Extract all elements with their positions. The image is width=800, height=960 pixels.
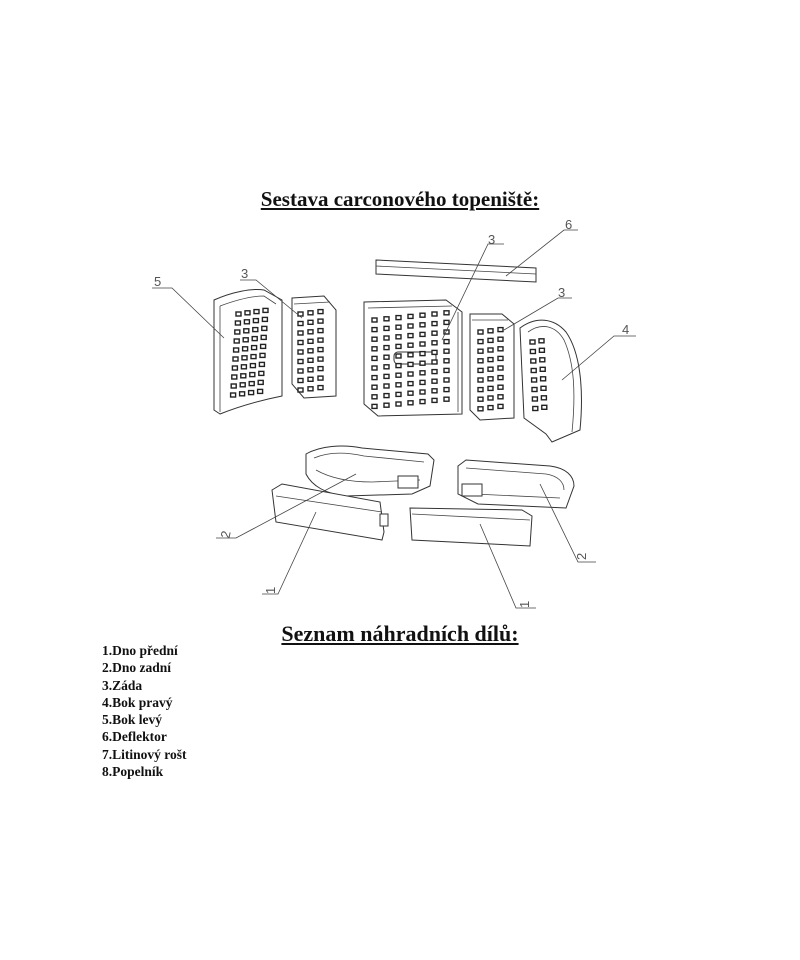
grid-hole — [488, 367, 493, 371]
grid-hole — [396, 354, 401, 358]
grid-hole — [250, 364, 255, 368]
grid-hole — [260, 353, 265, 357]
part-front-bottom-right — [410, 508, 532, 546]
grid-hole — [372, 366, 377, 370]
grid-hole — [396, 335, 401, 339]
grid-hole — [408, 353, 413, 357]
grid-hole — [478, 397, 483, 401]
grid-hole — [372, 318, 377, 322]
grid-hole — [258, 389, 263, 393]
part-item: 5.Bok levý — [102, 712, 163, 728]
grid-hole — [384, 365, 389, 369]
exploded-assembly-diagram — [140, 215, 660, 615]
grid-hole — [444, 311, 449, 315]
callout-3-center: 3 — [488, 232, 496, 247]
grid-hole — [408, 401, 413, 405]
grid-hole — [396, 383, 401, 387]
grid-hole — [432, 331, 437, 335]
grid-hole — [231, 384, 236, 388]
grid-hole — [432, 341, 437, 345]
grid-hole — [488, 329, 493, 333]
grid-hole — [253, 319, 258, 323]
grid-hole — [298, 369, 303, 373]
grid-hole — [488, 348, 493, 352]
grid-hole — [540, 367, 545, 371]
grid-hole — [498, 356, 503, 360]
grid-hole — [318, 338, 323, 342]
part-item: 2.Dno zadní — [102, 660, 172, 676]
grid-hole — [240, 392, 245, 396]
grid-hole — [488, 406, 493, 410]
grid-hole — [498, 328, 503, 332]
grid-hole — [308, 311, 313, 315]
grid-hole — [262, 317, 267, 321]
grid-hole — [432, 312, 437, 316]
grid-hole — [254, 310, 259, 314]
part-item: 3.Záda — [102, 677, 143, 693]
callout-6: 6 — [565, 217, 573, 232]
grid-hole — [249, 391, 254, 395]
grid-hole — [252, 337, 257, 341]
grid-hole — [498, 385, 503, 389]
grid-hole — [261, 335, 266, 339]
grid-hole — [478, 340, 483, 344]
grid-hole — [308, 368, 313, 372]
grid-hole — [539, 339, 544, 343]
grid-hole — [498, 376, 503, 380]
part-right-side — [520, 320, 581, 442]
parts-list — [102, 642, 187, 780]
grid-hole — [384, 355, 389, 359]
grid-hole — [498, 404, 503, 408]
grid-hole — [432, 370, 437, 374]
grid-hole — [298, 331, 303, 335]
grid-hole — [488, 338, 493, 342]
grid-hole — [261, 344, 266, 348]
grid-hole — [540, 358, 545, 362]
grid-hole — [396, 325, 401, 329]
grid-hole — [384, 394, 389, 398]
grid-hole — [420, 400, 425, 404]
grid-hole — [250, 373, 255, 377]
grid-hole — [420, 342, 425, 346]
grid-hole — [308, 330, 313, 334]
grid-hole — [396, 364, 401, 368]
grid-hole — [396, 316, 401, 320]
grid-hole — [240, 383, 245, 387]
grid-hole — [420, 352, 425, 356]
grid-hole — [298, 350, 303, 354]
grid-hole — [308, 320, 313, 324]
grid-hole — [384, 346, 389, 350]
grid-hole — [432, 389, 437, 393]
grid-hole — [420, 380, 425, 384]
grid-hole — [372, 347, 377, 351]
part-rear-bottom-right — [458, 460, 574, 508]
grid-hole — [541, 396, 546, 400]
grid-hole — [531, 369, 536, 373]
grid-hole — [234, 348, 239, 352]
grid-hole — [298, 388, 303, 392]
grid-hole — [244, 320, 249, 324]
grid-hole — [298, 360, 303, 364]
grid-hole — [251, 355, 256, 359]
grid-hole — [298, 379, 303, 383]
grid-hole — [241, 374, 246, 378]
grid-hole — [258, 380, 263, 384]
grid-hole — [372, 356, 377, 360]
grid-hole — [408, 372, 413, 376]
part-item: 1.Dno přední — [102, 643, 178, 658]
grid-hole — [478, 388, 483, 392]
grid-hole — [233, 357, 238, 361]
grid-hole — [542, 405, 547, 409]
grid-hole — [541, 377, 546, 381]
grid-hole — [372, 376, 377, 380]
grid-hole — [432, 398, 437, 402]
assembly-title: Sestava carconového topeniště: — [260, 187, 540, 211]
grid-hole — [318, 329, 323, 333]
grid-hole — [242, 356, 247, 360]
part-item: 6.Deflektor — [102, 729, 167, 745]
part-rear-bottom-left — [306, 446, 434, 496]
grid-hole — [498, 347, 503, 351]
grid-hole — [444, 359, 449, 363]
part-back-center — [364, 300, 462, 416]
grid-hole — [318, 376, 323, 380]
callout-3-right: 3 — [558, 285, 566, 300]
grid-hole — [444, 349, 449, 353]
grid-hole — [372, 337, 377, 341]
grid-hole — [252, 346, 257, 350]
back-left-grid — [298, 310, 323, 392]
grid-hole — [532, 378, 537, 382]
grid-hole — [308, 339, 313, 343]
front-bottom-left-tab — [380, 514, 388, 526]
callout-1-left: 1 — [263, 586, 278, 594]
grid-hole — [498, 337, 503, 341]
grid-hole — [408, 343, 413, 347]
grid-hole — [231, 393, 236, 397]
grid-hole — [533, 407, 538, 411]
grid-hole — [408, 362, 413, 366]
back-right-grid — [478, 328, 503, 411]
grid-hole — [308, 377, 313, 381]
grid-hole — [539, 348, 544, 352]
grid-hole — [478, 407, 483, 411]
grid-hole — [243, 338, 248, 342]
grid-hole — [478, 359, 483, 363]
grid-hole — [530, 340, 535, 344]
grid-hole — [498, 395, 503, 399]
grid-hole — [235, 330, 240, 334]
grid-hole — [531, 359, 536, 363]
part-item: 7.Litinový rošt — [102, 746, 187, 762]
grid-hole — [232, 366, 237, 370]
grid-hole — [396, 392, 401, 396]
grid-hole — [420, 313, 425, 317]
grid-hole — [384, 326, 389, 330]
grid-hole — [318, 310, 323, 314]
grid-hole — [478, 368, 483, 372]
grid-hole — [263, 308, 268, 312]
grid-hole — [384, 403, 389, 407]
grid-hole — [253, 328, 258, 332]
grid-hole — [408, 314, 413, 318]
grid-hole — [245, 311, 250, 315]
parts-list-title: Seznam náhradních dílů: — [281, 621, 519, 646]
grid-hole — [384, 374, 389, 378]
grid-hole — [444, 340, 449, 344]
grid-hole — [318, 367, 323, 371]
grid-hole — [488, 396, 493, 400]
grid-hole — [420, 361, 425, 365]
grid-hole — [236, 312, 241, 316]
grid-hole — [478, 378, 483, 382]
grid-hole — [384, 336, 389, 340]
grid-hole — [420, 390, 425, 394]
grid-hole — [262, 326, 267, 330]
grid-hole — [444, 368, 449, 372]
grid-hole — [396, 373, 401, 377]
grid-hole — [234, 339, 239, 343]
grid-hole — [232, 375, 237, 379]
grid-hole — [541, 386, 546, 390]
grid-hole — [532, 397, 537, 401]
part-item: 8.Popelník — [102, 764, 164, 780]
grid-hole — [396, 402, 401, 406]
callout-2-right: 2 — [574, 552, 589, 560]
grid-hole — [384, 384, 389, 388]
grid-hole — [408, 334, 413, 338]
grid-hole — [372, 404, 377, 408]
grid-hole — [488, 377, 493, 381]
grid-hole — [249, 382, 254, 386]
grid-hole — [244, 329, 249, 333]
grid-hole — [259, 371, 264, 375]
callout-1-right: 1 — [517, 600, 532, 608]
rear-bottom-right-notch — [462, 484, 482, 496]
grid-hole — [396, 344, 401, 348]
grid-hole — [308, 387, 313, 391]
grid-hole — [408, 391, 413, 395]
part-back-right — [470, 314, 514, 420]
grid-hole — [444, 320, 449, 324]
grid-hole — [318, 319, 323, 323]
grid-hole — [372, 328, 377, 332]
grid-hole — [478, 330, 483, 334]
grid-hole — [432, 379, 437, 383]
grid-hole — [318, 357, 323, 361]
grid-hole — [498, 366, 503, 370]
grid-hole — [241, 365, 246, 369]
grid-hole — [432, 360, 437, 364]
grid-hole — [432, 350, 437, 354]
grid-hole — [259, 362, 264, 366]
grid-hole — [420, 323, 425, 327]
grid-hole — [444, 378, 449, 382]
grid-hole — [420, 332, 425, 336]
grid-hole — [384, 317, 389, 321]
part-item: 4.Bok pravý — [102, 694, 173, 710]
grid-hole — [488, 386, 493, 390]
grid-hole — [372, 385, 377, 389]
grid-hole — [408, 382, 413, 386]
grid-hole — [530, 350, 535, 354]
grid-hole — [318, 348, 323, 352]
grid-hole — [420, 371, 425, 375]
grid-hole — [308, 358, 313, 362]
grid-hole — [444, 388, 449, 392]
callout-4: 4 — [622, 322, 630, 337]
grid-hole — [235, 321, 240, 325]
callout-5: 5 — [154, 274, 162, 289]
grid-hole — [318, 386, 323, 390]
grid-hole — [243, 347, 248, 351]
part-left-side — [214, 289, 282, 414]
grid-hole — [488, 358, 493, 362]
grid-hole — [532, 388, 537, 392]
grid-hole — [372, 395, 377, 399]
callout-2-left: 2 — [217, 529, 234, 540]
grid-hole — [432, 322, 437, 326]
rear-bottom-left-notch — [398, 476, 418, 488]
grid-hole — [444, 397, 449, 401]
grid-hole — [298, 322, 303, 326]
callout-3-left: 3 — [241, 266, 249, 281]
grid-hole — [478, 349, 483, 353]
grid-hole — [308, 349, 313, 353]
grid-hole — [408, 324, 413, 328]
part-back-left — [292, 296, 336, 398]
grid-hole — [298, 341, 303, 345]
